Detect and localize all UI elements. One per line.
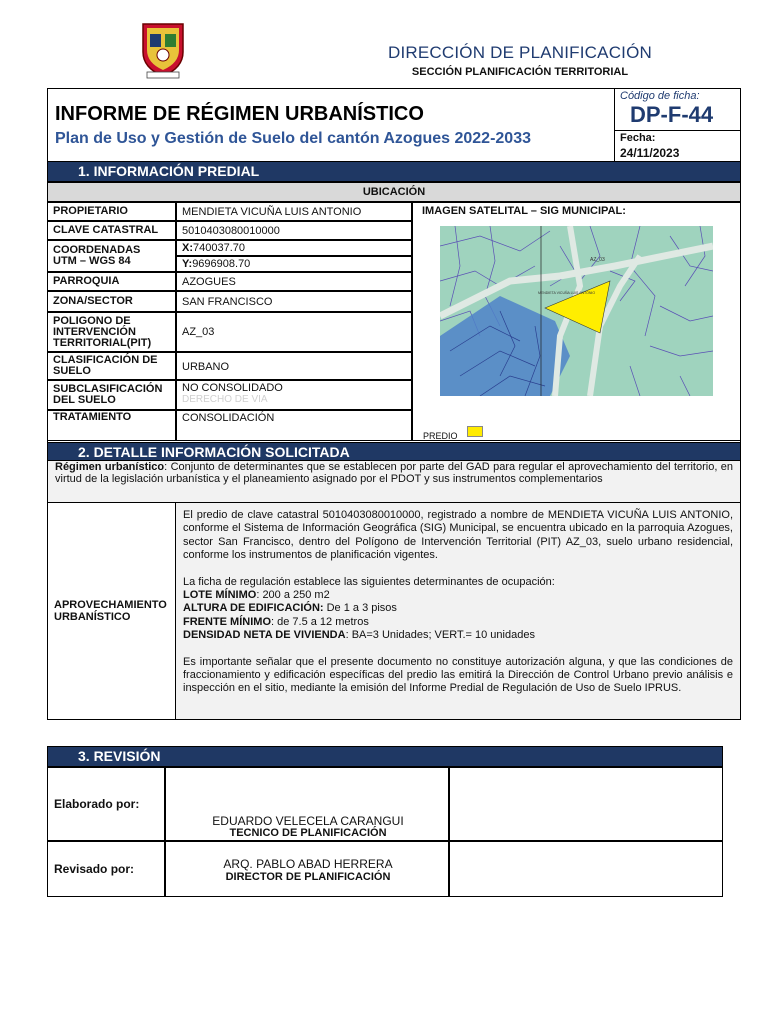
- densidad-value: : BA=3 Unidades; VERT.= 10 unidades: [345, 629, 535, 642]
- map-parcel-text: MENDIETA VICUÑA LUIS ANTONIO: [538, 291, 596, 295]
- polygon-label: POLIGONO DE INTERVENCIÓN TERRITORIAL(PIT): [47, 312, 176, 352]
- subclassification-cell: [176, 380, 412, 410]
- predio-legend-label: PREDIO: [423, 431, 458, 441]
- frente-value: : de 7.5 a 12 metros: [271, 615, 369, 628]
- aprovechamiento-body: [176, 503, 740, 719]
- zone-value: SAN FRANCISCO: [176, 291, 412, 312]
- section3-title: 3. REVISIÓN: [47, 746, 723, 767]
- y-coordinate: [176, 256, 412, 272]
- x-coordinate: [176, 240, 412, 256]
- municipal-coat-of-arms-logo: [139, 22, 187, 80]
- prepared-signature-cell: [165, 767, 449, 841]
- prepared-role: TECNICO DE PLANIFICACIÓN: [229, 827, 387, 839]
- direction-title: DIRECCIÓN DE PLANIFICACIÓN: [387, 43, 652, 62]
- regimen-term: Régimen urbanístico: [55, 461, 165, 473]
- regimen-text: : Conjunto de determinantes que se establecen por parte del GAD para regular el aprovechamiento del territorio, en virtud de la legislación urbanística y el planeamiento asignado por el PDOT y sus instrumentos complementarios: [55, 461, 734, 486]
- coordinates-label: [47, 240, 176, 272]
- paragraph-3: Es importante señalar que el presente documento no constituye autorización alguna, y que las condiciones de fraccionamiento y edificación específicas del predio las emitirá la Dirección de Control Urbano previo análisis e inspección en el sitio, mediante la emisión del Informe Predial de Regulación de Uso de Suelo IPRUS.: [183, 655, 733, 695]
- prepared-extra-cell: [449, 767, 723, 841]
- satellite-label: IMAGEN SATELITAL – SIG MUNICIPAL:: [422, 205, 626, 217]
- frente-minimo: [183, 616, 733, 629]
- altura-edificacion: [183, 602, 733, 615]
- lote-label: LOTE MÍNIMO: [183, 589, 257, 602]
- owner-value: MENDIETA VICUÑA LUIS ANTONIO: [176, 202, 412, 221]
- zone-label: ZONA/SECTOR: [47, 291, 176, 312]
- section2-title: 2. DETALLE INFORMACIÓN SOLICITADA: [47, 442, 741, 461]
- reviewed-name: ARQ. PABLO ABAD HERRERA: [223, 857, 393, 871]
- altura-label: ALTURA DE EDIFICACIÓN:: [183, 602, 324, 615]
- x-value: 740037.70: [193, 242, 245, 254]
- reviewed-label: Revisado por:: [54, 862, 135, 876]
- predio-legend-swatch: [467, 426, 483, 437]
- owner-label: PROPIETARIO: [47, 202, 176, 221]
- prepared-name: EDUARDO VELECELA CARANGUI: [212, 814, 404, 828]
- code-label: Código de ficha:: [620, 90, 700, 102]
- report-title: INFORME DE RÉGIMEN URBANÍSTICO: [55, 103, 424, 125]
- parish-label: PARROQUIA: [47, 272, 176, 291]
- subclassification-value: NO CONSOLIDADO: [182, 382, 283, 394]
- lote-value: : 200 a 250 m2: [256, 589, 330, 602]
- reviewed-role: DIRECTOR DE PLANIFICACIÓN: [225, 871, 391, 883]
- polygon-value: AZ_03: [176, 312, 412, 352]
- section1-title: 1. INFORMACIÓN PREDIAL: [47, 161, 741, 182]
- coords-label-line2: UTM – WGS 84: [53, 255, 131, 267]
- densidad-label: DENSIDAD NETA DE VIVIENDA: [183, 629, 346, 642]
- direction-subtitle: SECCIÓN PLANIFICACIÓN TERRITORIAL: [411, 66, 629, 78]
- prepared-label-cell: [47, 767, 165, 841]
- satellite-map: [440, 226, 713, 396]
- x-label: X:: [182, 242, 193, 254]
- map-road-label: AZ_03: [590, 257, 605, 263]
- reviewed-label-cell: [47, 841, 165, 897]
- classification-label: CLASIFICACIÓN DE SUELO: [47, 352, 176, 380]
- altura-value: De 1 a 3 pisos: [323, 602, 397, 615]
- date-label: Fecha:: [620, 132, 656, 144]
- reviewed-extra-cell: [449, 841, 723, 897]
- subclassification-overlay-text: DERECHO DE VIA: [182, 394, 268, 405]
- reviewed-signature-cell: [165, 841, 449, 897]
- date-value: 24/11/2023: [620, 146, 680, 160]
- y-value: 9696908.70: [192, 258, 251, 270]
- frente-label: FRENTE MÍNIMO: [183, 615, 271, 628]
- classification-value: URBANO: [176, 352, 412, 380]
- regimen-definition: [48, 461, 740, 503]
- code-value: DP-F-44: [630, 102, 714, 127]
- coords-label-line1: COORDENADAS: [53, 244, 141, 256]
- subclassification-label: SUBCLASIFICACIÓN DEL SUELO: [47, 380, 176, 410]
- treatment-value: CONSOLIDACIÓN: [176, 410, 412, 441]
- cadastral-value: 5010403080010000: [176, 221, 412, 240]
- prepared-label: Elaborado por:: [54, 797, 140, 811]
- paragraph-1: El predio de clave catastral 5010403080010000, registrado a nombre de MENDIETA VICUÑA LUIS ANTONIO, conforme el Sistema de Información Geográfica (SIG) Municipal, se encuentra ubicado en la parroquia Azogues, sector San Francisco, dentro del Polígono de Intervención Territorial (PIT) AZ_03, suelo urbano residencial, conforme los instrumentos de planificación vigentes.: [183, 509, 733, 562]
- parish-value: AZOGUES: [176, 272, 412, 291]
- report-subtitle: Plan de Uso y Gestión de Suelo del cantón Azogues 2022-2033: [55, 130, 531, 147]
- aprovechamiento-label: APROVECHAMIENTO URBANÍSTICO: [48, 503, 176, 719]
- paragraph-2: [183, 576, 733, 643]
- cadastral-label: CLAVE CATASTRAL: [47, 221, 176, 240]
- y-label: Y:: [182, 258, 193, 270]
- location-header: UBICACIÓN: [47, 182, 741, 202]
- lote-minimo: [183, 589, 733, 602]
- paragraph-2-intro: La ficha de regulación establece las siguientes determinantes de ocupación:: [183, 575, 555, 588]
- treatment-label: TRATAMIENTO: [47, 410, 176, 441]
- densidad-neta: [183, 629, 733, 642]
